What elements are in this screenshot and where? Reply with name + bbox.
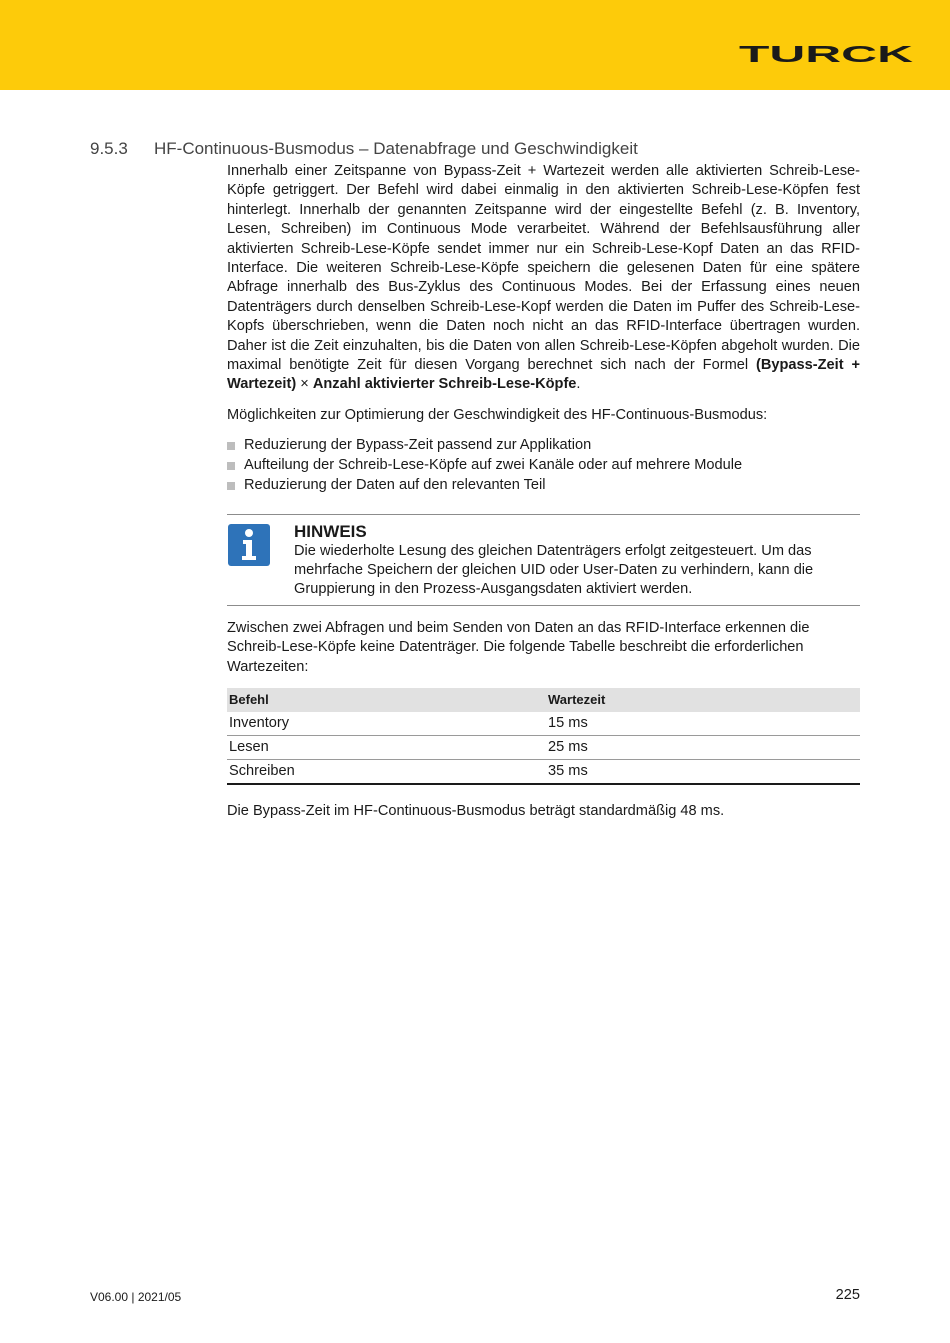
main-content [227, 162, 860, 822]
bullet-square-icon [227, 482, 235, 490]
formula-part: (Bypass-Zeit + Wartezeit) [227, 357, 860, 393]
note-title: HINWEIS [294, 521, 367, 541]
wait-intro: Zwischen zwei Abfragen und beim Senden von Daten an das RFID-Interface erkennen die Schreib-Lese-Köpfe keine Datenträger. Die folgende Tabelle beschreibt die erforderlichen Wartezeiten: [227, 619, 810, 675]
table-row [227, 712, 860, 736]
table-cell: 15 ms [546, 712, 860, 736]
bullet-square-icon [227, 462, 235, 470]
options-list [227, 436, 860, 495]
note-box [227, 514, 860, 606]
svg-text:TURCK: TURCK [739, 44, 914, 64]
table-cell: 25 ms [546, 736, 860, 760]
list-item: Reduzierung der Daten auf den relevanten Teil [227, 476, 860, 496]
table-row [227, 760, 860, 785]
footer-version: V06.00 | 2021/05 [90, 1290, 182, 1304]
header-band [0, 0, 950, 90]
bullet-square-icon [227, 442, 235, 450]
intro-paragraph: Innerhalb einer Zeitspanne von Bypass-Zeit + Wartezeit werden alle aktivierten Schreib-Lese-Köpfe getriggert. Der Befehl wird dabei einmalig in den aktivierten Schreib-Lese-Köpfen fest hinterlegt. Innerhalb der genannten Zeitspanne wird der eingestellte Befehl (z. B. Inventory, Lesen, Schreiben) im Continuous Mode verarbeitet. Während der Befehlsausführung aller aktivierten Schreib-Lese-Köpfe sendet immer nur ein Schreib-Lese-Kopf Daten an das RFID-Interface. Die weiteren Schreib-Lese-Köpfe speichern die gelesenen Daten für eine spätere Abfrage innerhalb des Bus-Zyklus des Continuous Modes. Bei der Erfassung eines neuen Datenträgers durch denselben Schreib-Lese-Kopf werden die Daten im Puffer des Schreib-Lese-Kopfs überschrieben, wenn die Daten noch nicht an das RFID-Interface übertragen wurden. Daher ist die Zeit einzuhalten, bis die Daten von allen Schreib-Lese-Köpfen abgeholt wurden. Die maximal benötigte Zeit für diesen Vorgang berechnet sich nach der Formel (Bypass-Zeit + Wartezeit) × Anzahl aktivierter Schreib-Lese-Köpfe. [227, 163, 860, 393]
note-text: Die wiederholte Lesung des gleichen Datenträgers erfolgt zeitgesteuert. Um das mehrfache Speichern der gleichen UID oder User-Daten zu verhindern, kann die Gruppierung in den Prozess-Ausgangsdaten aktiviert werden. [294, 542, 814, 598]
page-number: 225 [835, 1287, 860, 1303]
section-number: 9.5.3 [90, 139, 128, 158]
section-heading [90, 139, 860, 159]
options-intro: Möglichkeiten zur Optimierung der Geschwindigkeit des HF-Continuous-Busmodus: [227, 406, 768, 423]
list-item: Reduzierung der Bypass-Zeit passend zur Applikation [227, 436, 860, 456]
table-cell: Lesen [227, 736, 546, 760]
closing-paragraph: Die Bypass-Zeit im HF-Continuous-Busmodus beträgt standardmäßig 48 ms. [227, 803, 725, 820]
table-row [227, 736, 860, 760]
table-cell: Schreiben [227, 760, 546, 785]
column-header-command: Befehl [227, 688, 546, 712]
table-header-row [227, 688, 860, 712]
list-item: Aufteilung der Schreib-Lese-Köpfe auf zwei Kanäle oder auf mehrere Module [227, 456, 860, 476]
table-cell: 35 ms [546, 760, 860, 785]
wait-times-table [227, 688, 860, 785]
turck-logo [738, 44, 914, 64]
column-header-wait-time: Wartezeit [546, 688, 860, 712]
info-icon [228, 524, 270, 566]
table-cell: Inventory [227, 712, 546, 736]
section-title: HF-Continuous-Busmodus – Datenabfrage und Geschwindigkeit [154, 139, 638, 158]
formula-part-2: Anzahl aktivierter Schreib-Lese-Köpfe [312, 376, 577, 393]
